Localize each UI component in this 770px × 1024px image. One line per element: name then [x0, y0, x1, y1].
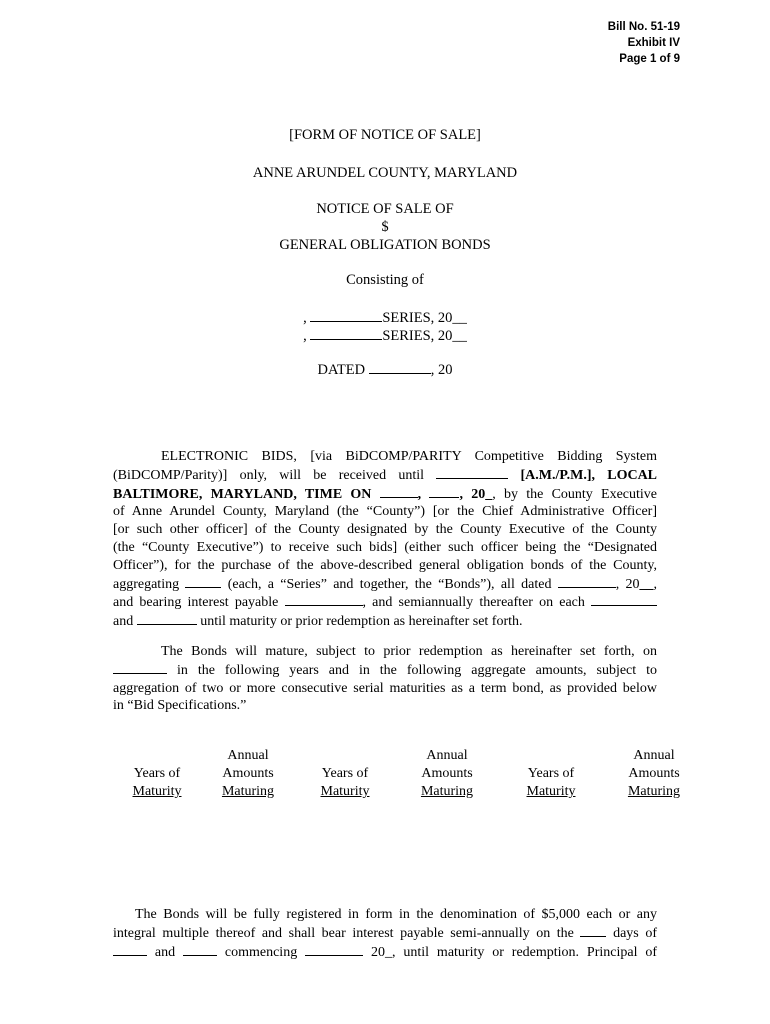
consisting-of: Consisting of [346, 272, 424, 288]
page-header [608, 19, 680, 67]
form-title: [FORM OF NOTICE OF SALE] [289, 127, 481, 143]
exhibit-label: Exhibit IV [627, 37, 680, 49]
series-line-1: , SERIES, 20__ [303, 310, 467, 326]
dollar-line: $ [381, 219, 389, 235]
annual-amounts-header-2: Annual Amounts Maturing [420, 748, 474, 799]
annual-amounts-header-1: Annual Amounts Maturing [221, 748, 275, 799]
years-of-maturity-header-1: Years of Maturity [132, 766, 182, 799]
dated-line: DATED , 20 [317, 362, 453, 378]
annual-amounts-header-3: Annual Amounts Maturing [627, 748, 681, 799]
county-title: ANNE ARUNDEL COUNTY, MARYLAND [252, 165, 518, 181]
paragraph-registration: The Bonds will be fully registered in form in the denomination of $5,000 each or any integral multiple thereof and shall bear interest payable semi-annually on the days of and commencing 20_, until maturity or redemption. Principal of [113, 907, 658, 960]
years-of-maturity-header-3: Years of Maturity [526, 766, 576, 799]
paragraph-electronic-bids: ELECTRONIC BIDS, [via BiDCOMP/PARITY Competitive Bidding System (BiDCOMP/Parity)] only, will be received until [A.M./P.M.], LOCAL BALTIMORE, MARYLAND, TIME ON , , 20_, by the County Executive of Anne Arundel County, Maryland (the “County”) [or the Chief Administrative Officer] [or such other officer] of the County designated by the County Executive of the County (the “County Executive”) to receive such bids] (either such officer being the “Designated Officer”), for the purchase of the above-described general obligation bonds of the County, aggregating (each, a “Series” and together, the “Bonds”), all dated , 20__, and bearing interest payable , and semiannually thereafter on each and until maturity or prior redemption as hereinafter set forth. [113, 449, 658, 630]
years-of-maturity-header-2: Years of Maturity [320, 766, 370, 799]
notice-title: NOTICE OF SALE OF [316, 201, 454, 217]
paragraph-maturity: The Bonds will mature, subject to prior redemption as hereinafter set forth, on in the following years and in the following aggregate amounts, subject to aggregation of two or more consecutive serial maturities as a term bond, as provided below in “Bid Specifications.” [113, 644, 658, 714]
bill-number: Bill No. 51-19 [607, 21, 680, 33]
bonds-title: GENERAL OBLIGATION BONDS [279, 237, 491, 253]
page-number: Page 1 of 9 [619, 53, 680, 65]
maturity-table-header [113, 747, 688, 807]
series-line-2: , SERIES, 20__ [303, 328, 467, 344]
